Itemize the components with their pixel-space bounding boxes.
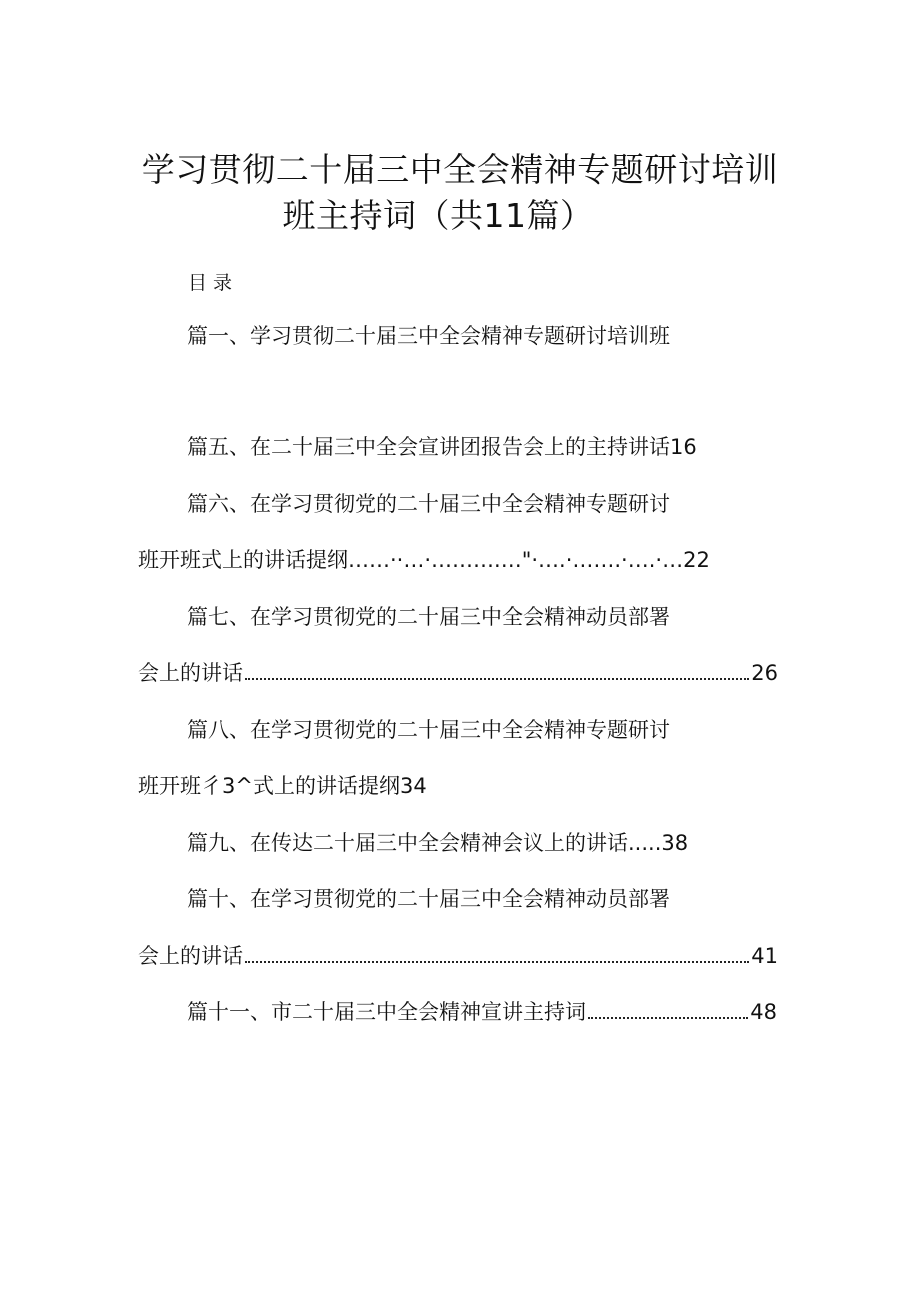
toc-entry-7-line-1: 篇七、在学习贯彻党的二十届三中全会精神动员部署 — [187, 605, 670, 629]
toc-entry-10-page: 41 — [751, 944, 778, 968]
toc-entry-10-text: 会上的讲话 — [138, 944, 243, 968]
toc-entry-8-line-2: 班开班彳3^式上的讲话提纲34 — [138, 774, 427, 798]
toc-entry-6-line-2: 班开班式上的讲话提纲……··…·……….…"·….·…….·….·…22 — [138, 548, 710, 572]
toc-entry-1: 篇一、学习贯彻二十届三中全会精神专题研讨培训班 — [187, 324, 670, 348]
toc-entry-9: 篇九、在传达二十届三中全会精神会议上的讲话.....38 — [187, 831, 689, 855]
dot-leader — [245, 678, 749, 680]
toc-entry-7-page: 26 — [751, 661, 778, 685]
document-title-line-2: 班主持词（共11篇） — [282, 196, 594, 235]
toc-heading: 目录 — [188, 272, 239, 294]
toc-entry-10-line-1: 篇十、在学习贯彻党的二十届三中全会精神动员部署 — [187, 887, 670, 911]
toc-entry-11-text: 篇十一、市二十届三中全会精神宣讲主持词 — [187, 1000, 586, 1024]
dot-leader — [588, 1017, 748, 1019]
document-title-line-1: 学习贯彻二十届三中全会精神专题研讨培训 — [141, 150, 779, 189]
toc-entry-7-line-2 — [138, 659, 778, 687]
toc-entry-5: 篇五、在二十届三中全会宣讲团报告会上的主持讲话16 — [187, 435, 697, 459]
toc-entry-11-page: 48 — [750, 1000, 777, 1024]
toc-entry-11 — [187, 998, 777, 1026]
toc-entry-7-text: 会上的讲话 — [138, 661, 243, 685]
dot-leader — [245, 961, 749, 963]
toc-entry-8-line-1: 篇八、在学习贯彻党的二十届三中全会精神专题研讨 — [187, 718, 670, 742]
toc-entry-10-line-2 — [138, 942, 778, 970]
toc-entry-6-line-1: 篇六、在学习贯彻党的二十届三中全会精神专题研讨 — [187, 492, 670, 516]
